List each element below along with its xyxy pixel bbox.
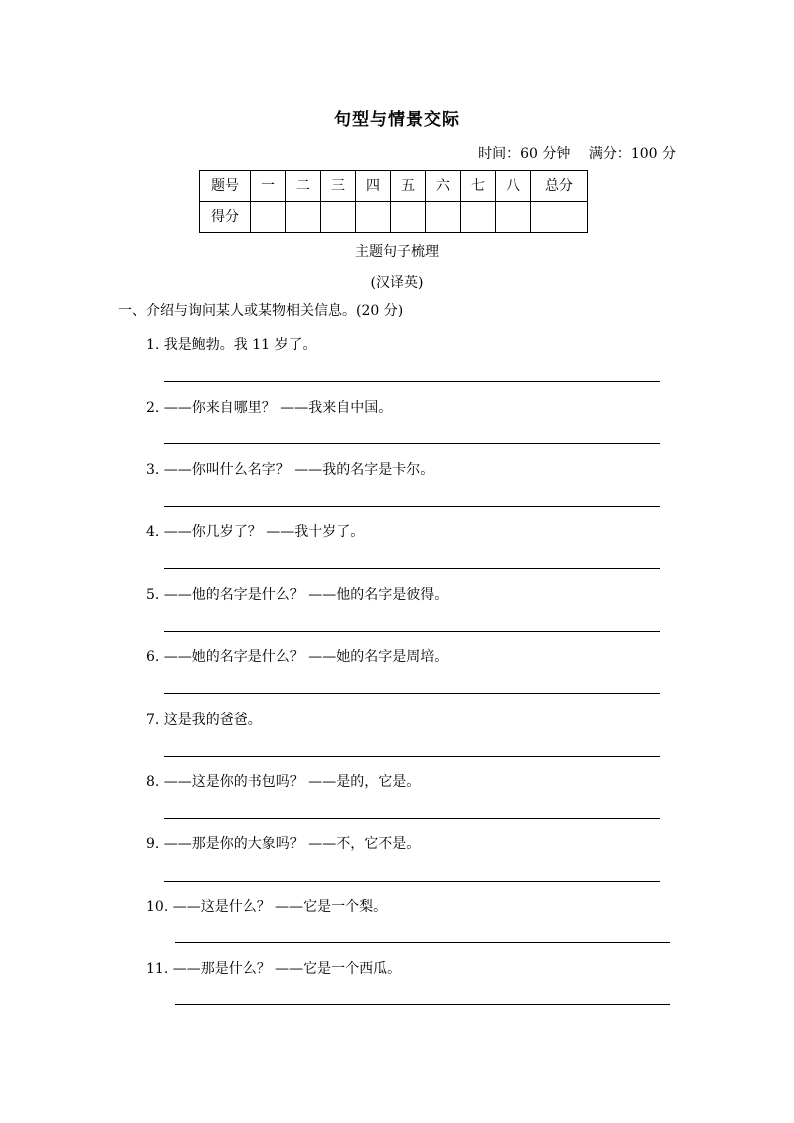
- question-4: 4. ——你几岁了？ ——我十岁了。: [146, 524, 365, 540]
- exam-meta: [464, 143, 676, 163]
- question-11: 11. ——那是什么？ ——它是一个西瓜。: [146, 961, 402, 977]
- answer-line-3[interactable]: [164, 506, 660, 507]
- answer-line-9[interactable]: [164, 881, 660, 882]
- answer-line-7[interactable]: [164, 756, 660, 757]
- score-table-header-row: [200, 171, 588, 202]
- score-table: [199, 170, 588, 233]
- time-limit: 时间：60 分钟: [478, 146, 571, 162]
- score-entry-cell[interactable]: [461, 202, 496, 233]
- score-table-cell: 总分: [531, 171, 588, 202]
- score-entry-cell[interactable]: [251, 202, 286, 233]
- score-entry-cell[interactable]: [426, 202, 461, 233]
- score-table-cell: 三: [321, 171, 356, 202]
- question-1: 1. 我是鲍勃。我 11 岁了。: [146, 337, 317, 353]
- section-heading: 主题句子梳理: [355, 244, 439, 260]
- question-8: 8. ——这是你的书包吗？ ——是的，它是。: [146, 774, 421, 790]
- answer-line-4[interactable]: [164, 568, 660, 569]
- question-7: 7. 这是我的爸爸。: [146, 712, 262, 728]
- answer-line-11[interactable]: [175, 1004, 670, 1005]
- score-table-cell: 得分: [200, 202, 251, 233]
- question-3: 3. ——你叫什么名字？ ——我的名字是卡尔。: [146, 462, 435, 478]
- score-entry-cell[interactable]: [356, 202, 391, 233]
- score-table-cell: 七: [461, 171, 496, 202]
- full-score: 满分：100 分: [588, 146, 676, 162]
- question-6: 6. ——她的名字是什么？ ——她的名字是周培。: [146, 649, 449, 665]
- score-entry-cell[interactable]: [321, 202, 356, 233]
- answer-line-10[interactable]: [175, 942, 670, 943]
- score-table-cell: 一: [251, 171, 286, 202]
- score-entry-cell[interactable]: [391, 202, 426, 233]
- answer-line-1[interactable]: [164, 381, 660, 382]
- score-table-cell: 五: [391, 171, 426, 202]
- question-5: 5. ——他的名字是什么？ ——他的名字是彼得。: [146, 587, 449, 603]
- question-9: 9. ——那是你的大象吗？ ——不，它不是。: [146, 836, 421, 852]
- answer-line-5[interactable]: [164, 631, 660, 632]
- answer-line-2[interactable]: [164, 443, 660, 444]
- page-title: 句型与情景交际: [334, 110, 460, 130]
- score-entry-cell[interactable]: [496, 202, 531, 233]
- question-2: 2. ——你来自哪里？ ——我来自中国。: [146, 400, 393, 416]
- score-table-score-row: [200, 202, 588, 233]
- score-table-cell: 六: [426, 171, 461, 202]
- score-entry-cell[interactable]: [286, 202, 321, 233]
- section-subheading: (汉译英): [370, 275, 424, 291]
- part-one-title: 一、介绍与询问某人或某物相关信息。(20 分): [118, 303, 404, 319]
- score-table-cell: 题号: [200, 171, 251, 202]
- score-table-cell: 四: [356, 171, 391, 202]
- score-table-cell: 八: [496, 171, 531, 202]
- score-table-cell: 二: [286, 171, 321, 202]
- question-10: 10. ——这是什么？ ——它是一个梨。: [146, 899, 388, 915]
- score-entry-cell[interactable]: [531, 202, 588, 233]
- answer-line-8[interactable]: [164, 818, 660, 819]
- answer-line-6[interactable]: [164, 693, 660, 694]
